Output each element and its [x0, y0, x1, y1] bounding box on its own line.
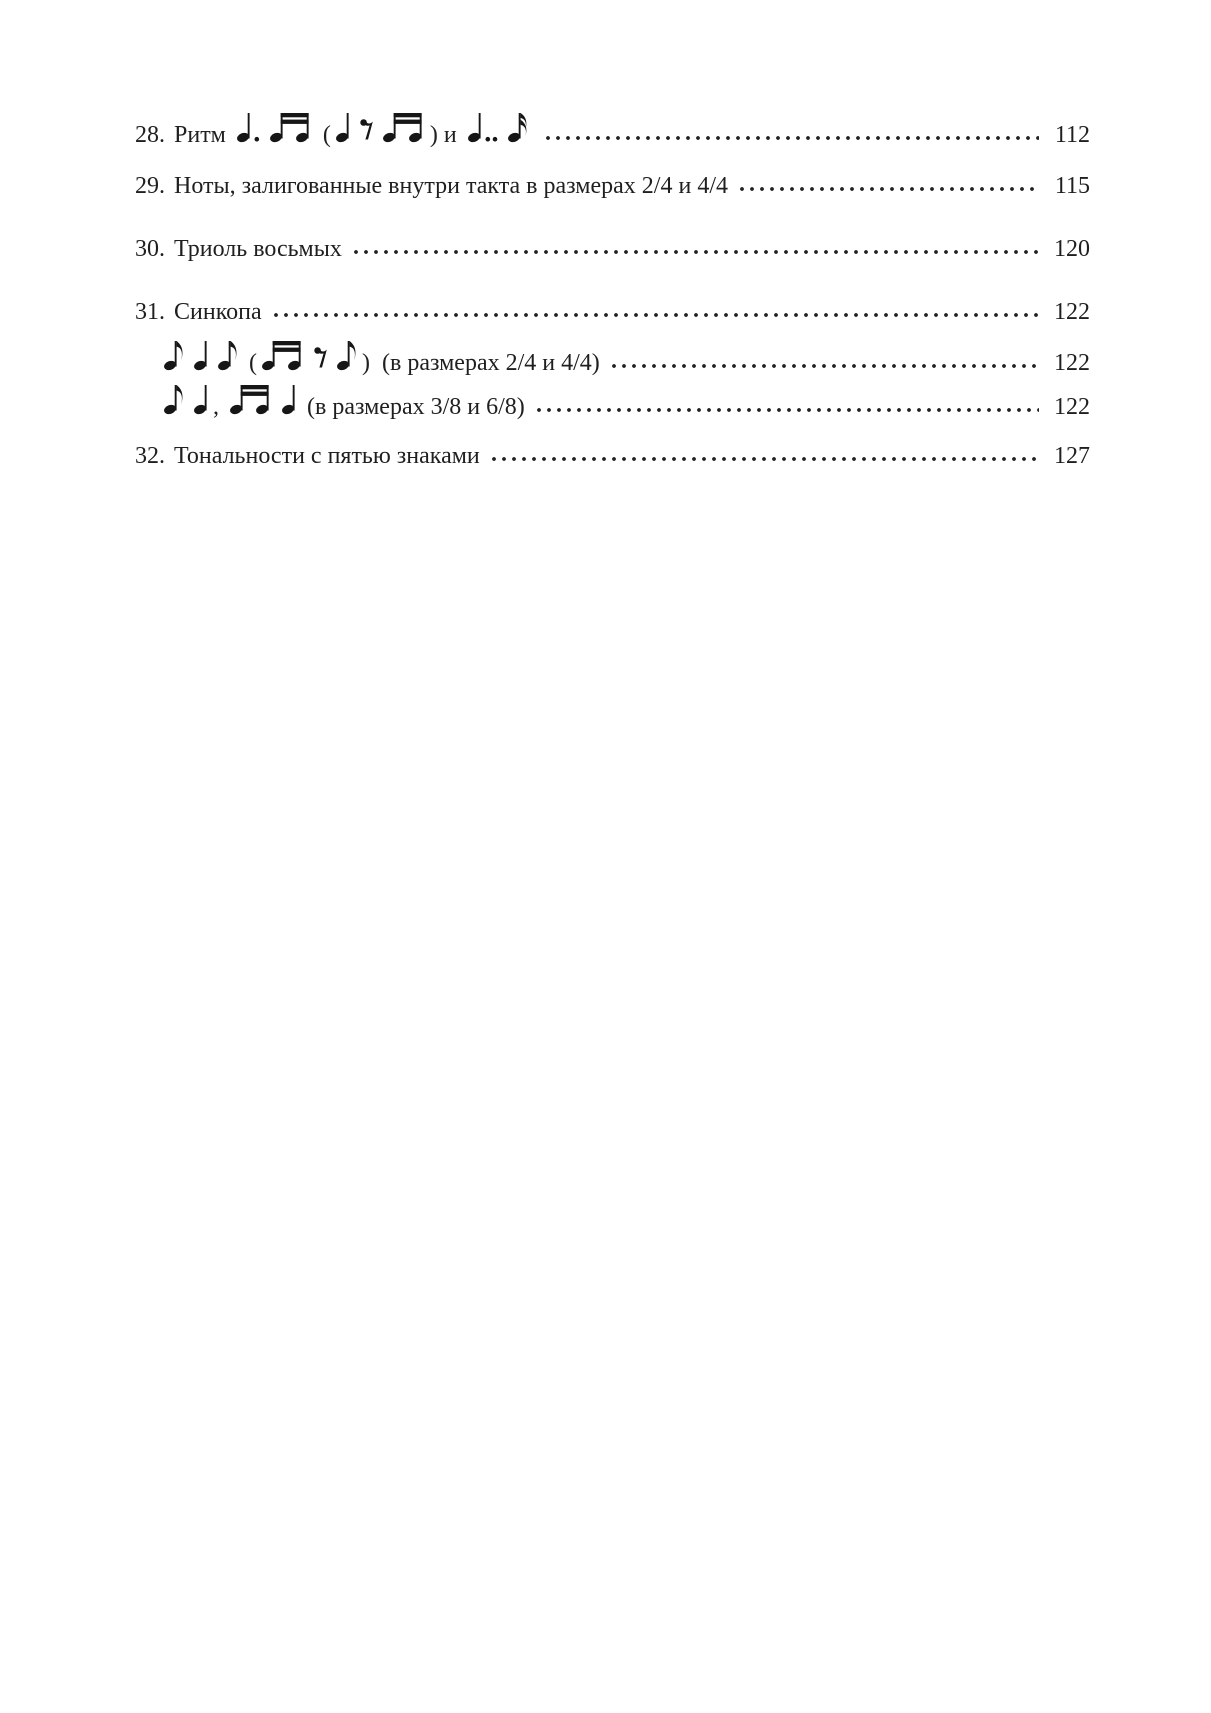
dot-leader — [489, 457, 1039, 463]
quarter-note-icon — [193, 378, 209, 418]
dot-leader — [737, 187, 1039, 193]
entry-title: , (в размерах 3/8 и 6/8) — [159, 378, 525, 427]
dot-leader — [534, 408, 1039, 414]
eighth-note-icon — [336, 334, 358, 374]
entry-title: Ритм ( ) и — [174, 106, 534, 155]
entry-page-number: 127 — [1054, 443, 1090, 469]
quarter-note-icon — [281, 378, 297, 418]
toc-entry — [135, 229, 1090, 269]
entry-title: ( ) (в размерах 2/4 и 4/4) — [159, 334, 600, 383]
entry-page-number: 112 — [1054, 122, 1090, 148]
sixteenth-note-pair-icon — [229, 378, 273, 418]
toc-subentry — [135, 378, 1090, 418]
dotted-quarter-note-icon — [236, 106, 261, 146]
entry-title: Ноты, залигованные внутри такта в размерах 2/4 и 4/4 — [174, 173, 728, 199]
entry-page-number: 115 — [1054, 173, 1090, 199]
toc-entry — [135, 106, 1090, 146]
toc-entry — [135, 166, 1090, 206]
entry-page-number: 120 — [1054, 236, 1090, 262]
eighth-note-icon — [217, 334, 239, 374]
eighth-rest-icon — [359, 106, 374, 146]
dot-leader — [543, 136, 1039, 142]
quarter-note-icon — [193, 334, 209, 374]
dot-leader — [351, 250, 1039, 256]
table-of-contents — [135, 106, 1090, 476]
sixteenth-note-pair-icon — [261, 334, 305, 374]
toc-entry — [135, 436, 1090, 476]
entry-number: 30. — [135, 236, 165, 262]
entry-title: Триоль восьмых — [174, 236, 342, 262]
toc-subentry — [135, 334, 1090, 374]
entry-number: 28. — [135, 122, 165, 148]
eighth-note-icon — [163, 334, 185, 374]
eighth-note-icon — [163, 378, 185, 418]
toc-entry — [135, 292, 1090, 332]
entry-title: Синкопа — [174, 299, 262, 325]
dot-leader — [271, 313, 1039, 319]
entry-page-number: 122 — [1054, 394, 1090, 420]
entry-number: 29. — [135, 173, 165, 199]
eighth-rest-icon — [313, 334, 328, 374]
entry-page-number: 122 — [1054, 350, 1090, 376]
entry-number: 32. — [135, 443, 165, 469]
sixteenth-note-pair-icon — [269, 106, 313, 146]
dot-leader — [609, 364, 1039, 370]
entry-number: 31. — [135, 299, 165, 325]
entry-page-number: 122 — [1054, 299, 1090, 325]
sixteenth-note-icon — [507, 106, 530, 146]
double-dotted-quarter-note-icon — [467, 106, 499, 146]
sixteenth-note-pair-icon — [382, 106, 426, 146]
quarter-note-icon — [335, 106, 351, 146]
entry-title: Тональности с пятью знаками — [174, 443, 480, 469]
